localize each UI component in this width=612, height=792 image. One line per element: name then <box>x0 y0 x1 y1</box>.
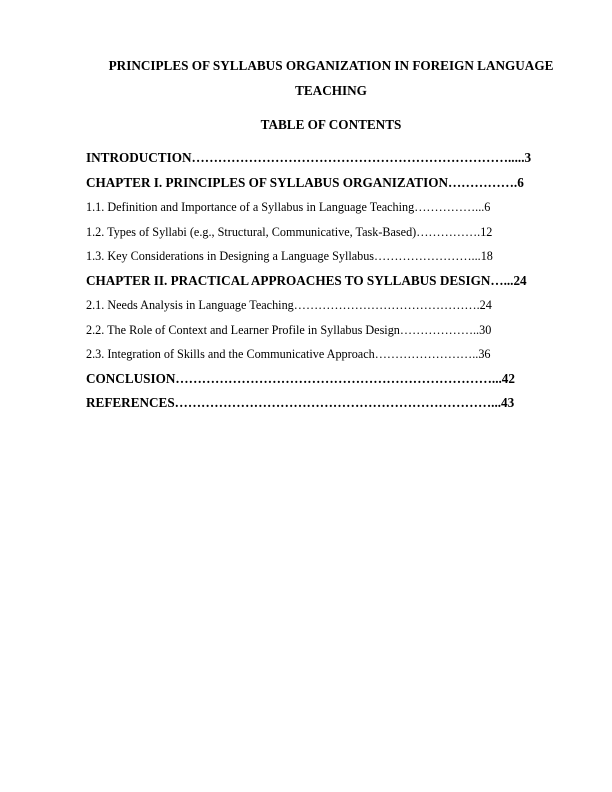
toc-entry-2-3[interactable]: 2.3. Integration of Skills and the Communicative Approach……………………..36 <box>86 347 491 361</box>
toc-entry-chapter-1[interactable]: CHAPTER I. PRINCIPLES OF SYLLABUS ORGANIZATION…………….6 <box>86 174 524 190</box>
document-title: PRINCIPLES OF SYLLABUS ORGANIZATION IN FOREIGN LANGUAGE TEACHING <box>108 58 554 98</box>
toc-entry-1-1[interactable]: 1.1. Definition and Importance of a Syllabus in Language Teaching……………...6 <box>86 200 491 214</box>
toc-entry-conclusion[interactable]: CONCLUSION………………………………………………………………...42 <box>86 370 515 386</box>
toc-entry-2-2[interactable]: 2.2. The Role of Context and Learner Profile in Syllabus Design………………..30 <box>86 322 492 337</box>
toc-entry-chapter-2[interactable]: CHAPTER II. PRACTICAL APPROACHES TO SYLLABUS DESIGN…...24 <box>86 272 527 288</box>
toc-entry-introduction[interactable]: INTRODUCTION……………………………………………………………….....3 <box>86 150 532 165</box>
toc-entry-references[interactable]: REFERENCES………………………………………………………………...43 <box>86 395 515 410</box>
toc-entry-2-1[interactable]: 2.1. Needs Analysis in Language Teaching……………………………………….24 <box>86 298 492 312</box>
toc-entry-1-2[interactable]: 1.2. Types of Syllabi (e.g., Structural, Communicative, Task-Based)…………….12 <box>86 224 493 239</box>
toc-entry-1-3[interactable]: 1.3. Key Considerations in Designing a Language Syllabus……………………...18 <box>86 249 493 263</box>
toc-heading: TABLE OF CONTENTS <box>260 117 402 132</box>
table-of-contents <box>86 146 566 416</box>
